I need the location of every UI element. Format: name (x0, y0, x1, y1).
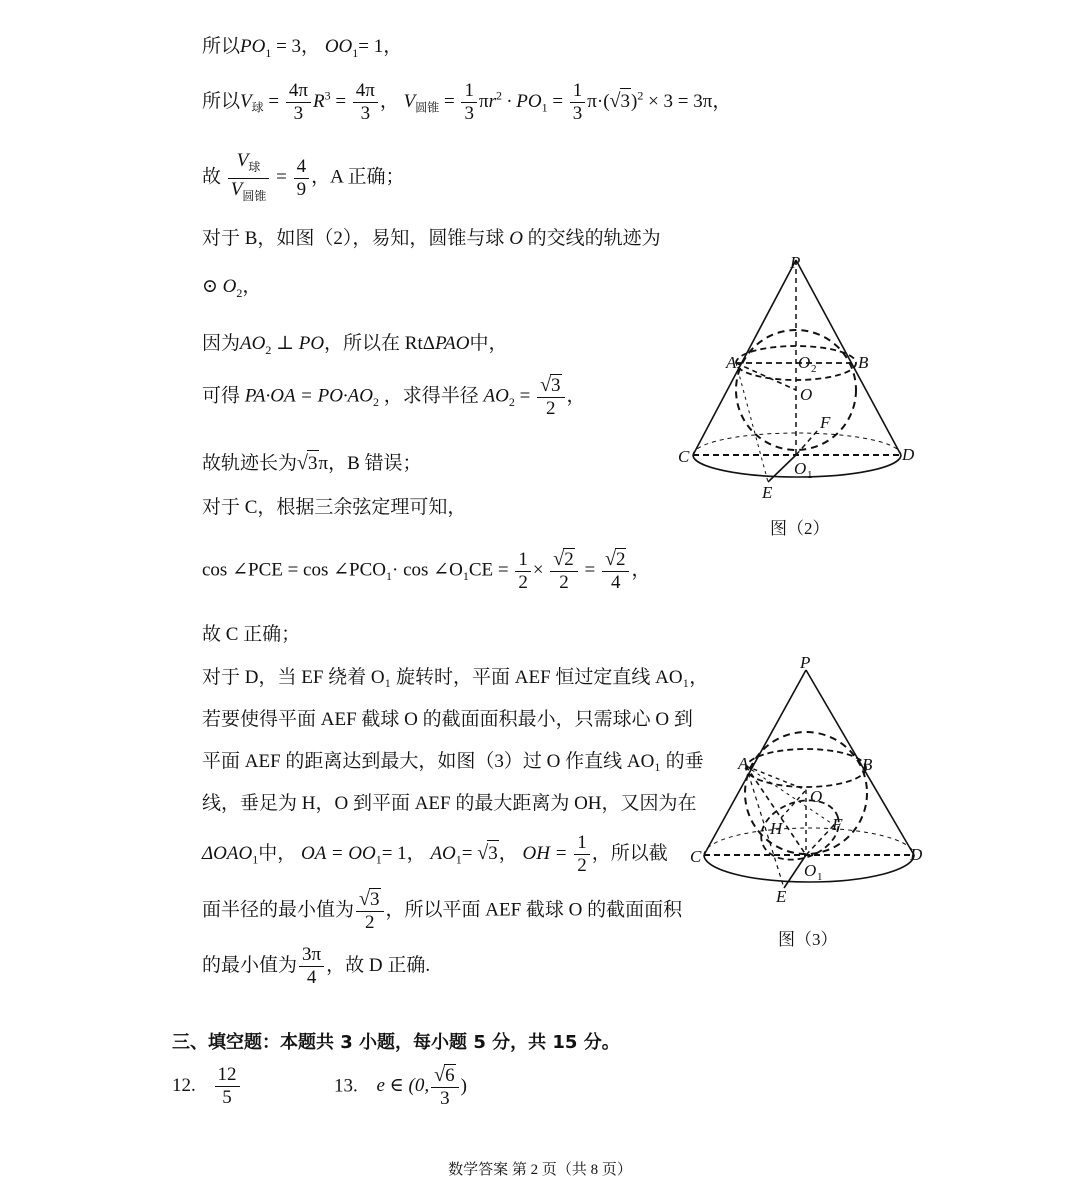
base-back-arc (704, 828, 914, 855)
line-perp: 因为$AO_2$ ⊥ PO，所以在 RtΔPAO中， (202, 333, 508, 357)
answer-12: 12. $\frac{12}{5}$ (172, 1064, 242, 1109)
figure-2-diagram (668, 250, 918, 510)
cone-side-left (704, 670, 806, 855)
line-po1: 所以$PO_1 = 3$， $OO_1= 1$， (202, 36, 403, 60)
line-d7: 的最小值为 $\frac{3\pi}{4}$ ，故 D 正确. (202, 944, 431, 988)
section-title: 三、填空题：本题共 3 小题，每小题 5 分，共 15 分。 (172, 1032, 620, 1053)
label-b: B (862, 755, 873, 774)
line-b-intro: 对于 B，如图（2），易知，圆锥与球 O 的交线的轨迹为 (202, 228, 661, 249)
label-e: E (762, 483, 773, 502)
base-back-arc (693, 433, 901, 455)
line-d2: 若要使得平面 AEF 截球 O 的截面面积最小，只需球心 O 到 (202, 709, 693, 730)
line-cos: cos ∠PCE = $\cos \angle PCO_1\cdot \cos$ $\angle O_1CE$ = $\frac{1}{2}$ × $\frac{√2}{2}$ = $\frac{√2}{4}$ ， (202, 548, 651, 593)
label-o2-sub: 2 (811, 363, 817, 375)
label-p: P (790, 253, 801, 272)
cone-side-right (806, 670, 914, 855)
figure-3-caption: 图（3） (778, 930, 838, 949)
line-c-intro: 对于 C，根据三余弦定理可知， (202, 497, 467, 518)
label-o2: O (798, 353, 811, 372)
figure-3-diagram (688, 650, 938, 910)
segment-oh (781, 790, 806, 818)
label-d: D (910, 845, 923, 864)
segment-o1f (796, 430, 818, 455)
line-c-correct: 故 C 正确； (202, 624, 301, 645)
label-a: A (738, 754, 749, 773)
segment-ao (736, 363, 796, 390)
label-o1: O (794, 459, 807, 478)
page-footer: 数学答案 第 2 页（共 8 页） (448, 1162, 632, 1178)
label-p: P (800, 653, 811, 672)
line-volumes: 所以$V_球$ = $\frac{4\pi}{3}$ $R^3$ = $\frac{4\pi}{3}$ ， $V_{圆锥}$ = $\frac{1}{3}$ $\pi r^2 \cdot PO_1$ = $\frac{1}{3}$ $\pi\cdot(√3)^2 \times 3 = 3\pi$， (202, 80, 732, 124)
label-d: D (902, 445, 915, 464)
segment-eo1 (768, 455, 796, 482)
line-d4: 线，垂足为 H，O 到平面 AEF 的最大距离为 OH，又因为在 (202, 793, 697, 814)
answer-13: 13. e ∈ (0, $\frac{√6}{3}$ ) (334, 1064, 467, 1109)
line-d6: 面半径的最小值为 $\frac{√3}{2}$ ，所以平面 AEF 截球 O 的截面面积 (202, 888, 683, 933)
line-d1: 对于 D，当 EF 绕着 O₁ 旋转时，平面 AEF 恒过定直线 AO₁， (202, 667, 709, 688)
line-d3: 平面 AEF 的距离达到最大，如图（3）过 O 作直线 AO₁ 的垂 (202, 751, 704, 772)
cone-side-right (796, 260, 901, 455)
label-e: E (776, 887, 787, 906)
label-o: O (810, 787, 823, 806)
line-radius: 可得 $PA\cdot OA = PO\cdot AO_2$ ，求得半径 $AO_2$ = $\frac{√3}{2}$ ， (202, 374, 586, 419)
label-o1-sub: 1 (807, 469, 813, 481)
label-o1: O (804, 861, 817, 880)
label-b: B (858, 353, 869, 372)
line-circle-o2: ⊙ $O_2$， (202, 276, 262, 300)
line-d5: $\Delta OAO_1$中， OA = $OO_1= 1$， $AO_1= √3$， OH = $\frac{1}{2}$ ，所以截 (202, 832, 668, 876)
label-o1-sub: 1 (817, 871, 823, 883)
segment-eo1 (784, 855, 806, 888)
label-c: C (678, 447, 690, 466)
circle-ab (746, 749, 866, 787)
segment-ae (736, 363, 768, 482)
label-o: O (800, 385, 813, 404)
line-ratio: 故 $V_球$ $V_{圆锥}$ = $\frac{4}{9}$ ，A 正确； (202, 150, 405, 203)
label-h: H (770, 819, 783, 838)
label-f: F (832, 815, 843, 834)
label-f: F (820, 413, 831, 432)
figure-2-caption: 图（2） (770, 519, 830, 538)
label-a: A (726, 353, 737, 372)
line-arc-length: 故轨迹长为√3π，B 错误； (202, 450, 422, 477)
label-c: C (690, 847, 702, 866)
